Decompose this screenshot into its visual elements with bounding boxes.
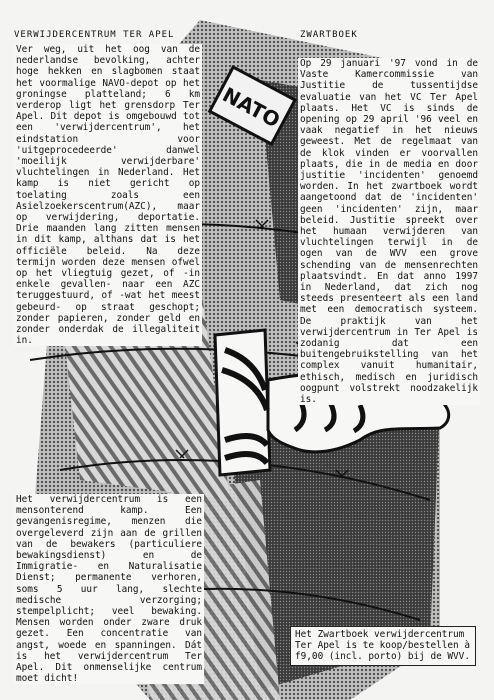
left-column-text — [14, 44, 202, 346]
right-column-title: ZWARTBOEK — [300, 30, 358, 40]
bottom-left-text — [14, 494, 204, 684]
bottom-left-paragraph: Het verwijdercentrum is een mensonterend kamp. Een gevangenisregime, menzen die overgeleverd zijn aan de grillen van de bewakers (particuliere bewakingsdienst) en de Immigratie- en Naturalisatie Dienst; permanente verhoren, soms 5 uur lang, slechte medische verzorging; stempelplicht; veel bewaking. Mensen worden onder zware druk gezet. Een concentratie van angst, woede en spanningen. Dát is het verwijdercentrum Ter Apel. Dit onmenselijke centrum moet dicht! — [16, 494, 202, 685]
right-column-paragraph: Op 29 januari '97 vond in de Vaste Kamercommissie van Justitie de tussentijdse evaluatie van het VC Ter Apel plaats. Het VC is sinds de opening op 29 april '96 veel en vaak negatief in het nieuws geweest. Met de regelmaat van de klok vinden er voorvallen plaats, die in de media en door justitie 'incidenten' genoemd worden. In het zwartboek wordt aangetoond dat de 'incidenten' geen 'incidenten' zijn, maar beleid. Justitie spreekt over het humaan verwijderen van vluchtelingen terwijl in de ogen van de WVV een grove schending van de mensenrechten plaatsvindt. En dat anno 1997 in Nederland, dat zich nog steeds presenteert als een land met een democratisch systeem. De praktijk van het verwijdercentrum in Ter Apel is zodanig dat een buitengebruikstelling van het complex vanuit humanitair, ethisch, medisch en juridisch oogpunt volstrekt noodzakelijk is. — [300, 58, 478, 406]
order-note — [290, 626, 476, 666]
nato-sign-text: NATO — [218, 82, 285, 133]
right-column-text — [298, 58, 480, 405]
left-column-paragraph: Ver weg, uit het oog van de nederlandse bevolking, achter hoge hekken en slagbomen staat het voormalige NAVO-depot op het groningse platteland; 6 km verderop ligt het grensdorp Ter Apel. Dit depot is omgebouwd tot een 'verwijdercentrum', het eindstation voor 'uitgeprocedeerde' danwel 'moeilijk verwijderbare' vluchtelingen in Nederland. Het kamp is niet gericht op toelating zoals een Asielzoekerscentrum(AZC), maar op verwijdering, deportatie. Drie maanden lang zitten mensen in dit kamp, althans dat is het officiële beleid. Na deze termijn worden deze mensen ofwel op het vliegtuig gezet, of -in enkele gevallen- naar een AZC teruggestuurd, of -wat het meest gebeurd- op straat geschopt; zonder papieren, zonder geld en zonder onderdak de illegaliteit in. — [16, 44, 200, 347]
order-note-text: Het Zwartboek verwijdercentrum Ter Apel is te koop/bestellen à f9,00 (incl. porto) bij de WVV. — [295, 629, 470, 663]
left-column-title: VERWIJDERCENTRUM TER APEL — [14, 30, 175, 40]
